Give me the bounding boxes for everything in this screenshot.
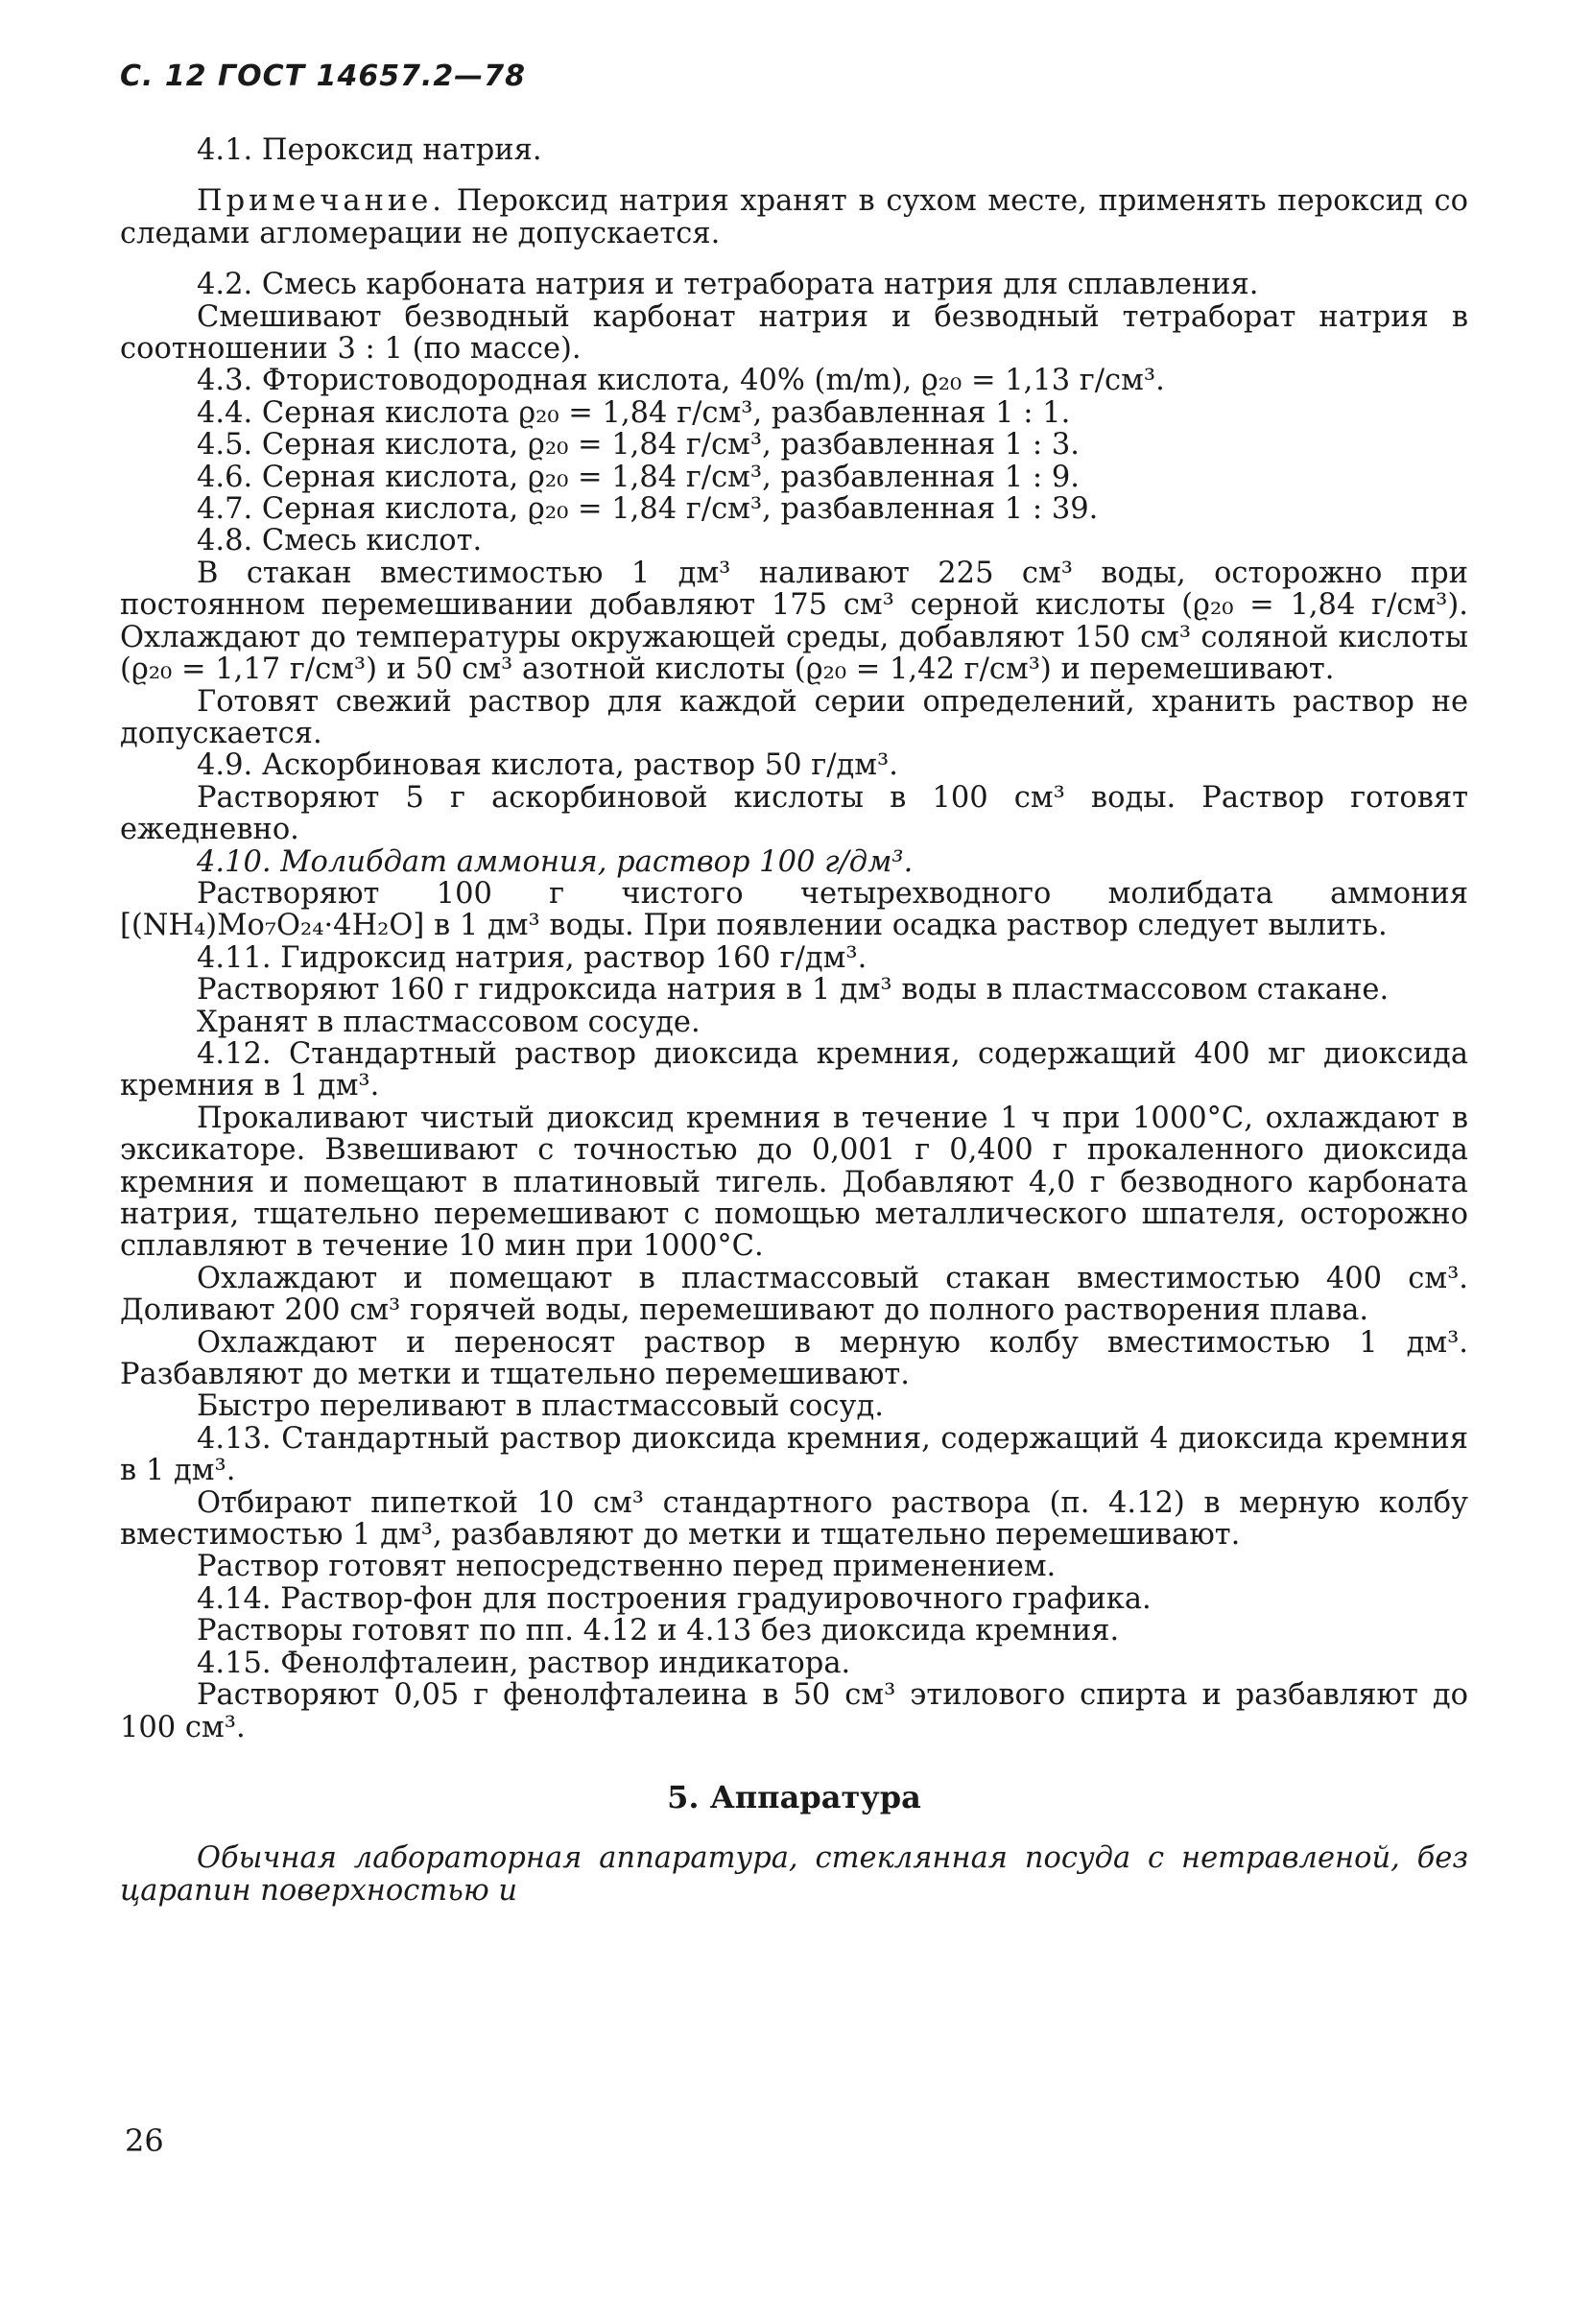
paragraph: Растворяют 0,05 г фенолфталеина в 50 см³ этилового спирта и разбавляют до 100 см³.	[120, 1678, 1468, 1744]
paragraph: Охлаждают и помещают в пластмассовый стакан вместимостью 400 см³. Доливают 200 см³ горячей воды, перемешивают до полного растворения плава.	[120, 1261, 1468, 1328]
paragraph: Растворяют 5 г аскорбиновой кислоты в 100 см³ воды. Раствор готовят ежедневно.	[120, 780, 1468, 847]
paragraph: 4.5. Серная кислота, ϱ₂₀ = 1,84 г/см³, разбавленная 1 : 3.	[197, 428, 1080, 462]
paragraph: В стакан вместимостью 1 дм³ наливают 225 см³ воды, осторожно при постоянном перемешивании добавляют 175 см³ серной кислоты (ϱ₂₀ = 1,84 г/см³). Охлаждают до температуры окружающей среды, добавляют 150 см³ соляной кислоты (ϱ₂₀ = 1,17 г/см³) и 50 см³ азотной кислоты (ϱ₂₀ = 1,42 г/см³) и перемешивают.	[120, 556, 1468, 687]
paragraph: 4.15. Фенолфталеин, раствор индикатора.	[197, 1646, 851, 1680]
paragraph: 4.2. Смесь карбоната натрия и тетрабората натрия для сплавления.	[197, 268, 1259, 302]
paragraph: Смешивают безводный карбонат натрия и безводный тетраборат натрия в соотношении 3 : 1 (по массе).	[120, 299, 1468, 367]
note-label: Примечание.	[197, 184, 445, 219]
paragraph: 4.13. Стандартный раствор диоксида кремния, содержащий 4 диоксида кремния в 1 дм³.	[120, 1421, 1468, 1488]
paragraph: 4.8. Смесь кислот.	[197, 524, 483, 558]
paragraph: Хранят в пластмассовом сосуде.	[197, 1005, 701, 1039]
paragraph: 4.7. Серная кислота, ϱ₂₀ = 1,84 г/см³, разбавленная 1 : 39.	[197, 492, 1099, 527]
paragraph: 4.12. Стандартный раствор диоксида кремния, содержащий 400 мг диоксида кремния в 1 дм³.	[120, 1036, 1468, 1103]
page-header: С. 12 ГОСТ 14657.2—78	[120, 59, 526, 93]
paragraph: Растворяют 160 г гидроксида натрия в 1 дм³ воды в пластмассовом стакане.	[197, 973, 1390, 1008]
paragraph: 4.3. Фтористоводородная кислота, 40% (m/m), ϱ₂₀ = 1,13 г/см³.	[197, 364, 1165, 398]
paragraph: 4.1. Пероксид натрия.	[197, 133, 542, 167]
paragraph: Готовят свежий раствор для каждой серии определений, хранить раствор не допускается.	[120, 684, 1468, 750]
paragraph: Растворы готовят по пп. 4.12 и 4.13 без диоксида кремния.	[197, 1614, 1120, 1648]
paragraph: 4.6. Серная кислота, ϱ₂₀ = 1,84 г/см³, разбавленная 1 : 9.	[197, 460, 1080, 494]
paragraph: Быстро переливают в пластмассовый сосуд.	[197, 1389, 884, 1424]
paragraph: Обычная лабораторная аппаратура, стеклянная посуда с нетравленой, без царапин поверхностью и	[120, 1841, 1468, 1908]
paragraph: 4.4. Серная кислота ϱ₂₀ = 1,84 г/см³, разбавленная 1 : 1.	[197, 395, 1071, 430]
paragraph: Охлаждают и переносят раствор в мерную колбу вместимостью 1 дм³. Разбавляют до метки и тщательно перемешивают.	[120, 1325, 1468, 1392]
paragraph: 4.11. Гидроксид натрия, раствор 160 г/дм³.	[197, 940, 867, 975]
paragraph: 4.10. Молибдат аммония, раствор 100 г/дм³.	[197, 844, 914, 879]
document-body	[120, 134, 1468, 1907]
paragraph: 4.14. Раствор-фон для построения градуировочного графика.	[197, 1581, 1152, 1616]
section-title: 5. Аппаратура	[667, 1778, 921, 1815]
paragraph: Раствор готовят непосредственно перед применением.	[197, 1550, 1057, 1584]
note-paragraph	[120, 185, 1468, 249]
paragraph: Растворяют 100 г чистого четырехводного молибдата аммония [(NH₄)Mo₇O₂₄·4H₂O] в 1 дм³ воды. При появлении осадка раствор следует вылить.	[120, 876, 1468, 943]
paragraph: Прокаливают чистый диоксид кремния в течение 1 ч при 1000°С, охлаждают в эксикаторе. Взвешивают с точностью до 0,001 г 0,400 г прокаленного диоксида кремния и помещают в платиновый тигель. Добавляют 4,0 г безводного карбоната натрия, тщательно перемешивают с помощью металлического шпателя, осторожно сплавляют в течение 10 мин при 1000°С.	[120, 1101, 1468, 1264]
paragraph: Отбирают пипеткой 10 см³ стандартного раствора (п. 4.12) в мерную колбу вместимостью 1 дм³, разбавляют до метки и тщательно перемешивают.	[120, 1485, 1468, 1553]
page-number: 26	[125, 2122, 164, 2159]
note-text: Пероксид натрия хранят в сухом месте, применять пероксид со следами агломерации не допускается.	[120, 184, 1468, 250]
paragraph: 4.9. Аскорбиновая кислота, раствор 50 г/дм³.	[197, 748, 898, 783]
